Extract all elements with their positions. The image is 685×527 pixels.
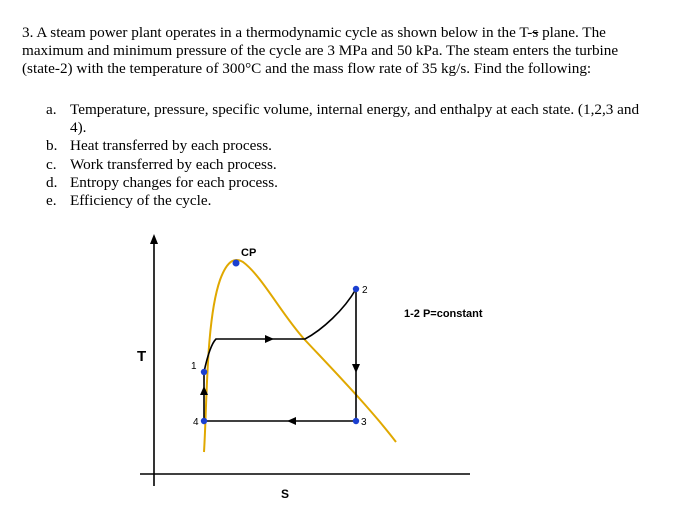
process-annotation: 1-2 P=constant [404, 308, 483, 320]
x-axis-label: S [281, 487, 290, 501]
condenser-arrow [287, 417, 296, 425]
state-point-4 [201, 418, 207, 424]
question-marker: a. [46, 101, 57, 118]
y-axis-label: T [137, 348, 147, 365]
question-text: Work transferred by each process. [70, 155, 277, 173]
question-marker: d. [46, 173, 58, 191]
problem-line-2: maximum and minimum pressure of the cycle are 3 MPa and 50 kPa. The steam enters the turbine [22, 42, 619, 59]
problem-number: 3. [22, 24, 34, 41]
state-point-1 [201, 369, 207, 375]
strikethrough-s: s [532, 24, 539, 41]
question-text: Entropy changes for each process. [70, 173, 278, 191]
boiler-arrow [265, 335, 274, 343]
question-marker: c. [46, 155, 57, 173]
problem-line-3: (state-2) with the temperature of 300°C and the mass flow rate of 35 kg/s. Find the following: [22, 60, 592, 77]
question-marker: e. [46, 192, 57, 210]
problem-line-1: 3. A steam power plant operates in a thermodynamic cycle as shown below in the T-s plane. The [22, 24, 606, 41]
state-label-3: 3 [361, 417, 367, 428]
state-point-3 [353, 418, 359, 424]
state-label-2: 2 [362, 285, 368, 296]
state-label-4: 4 [193, 417, 199, 428]
y-axis-arrow [150, 234, 158, 244]
boiler-line-1-2 [204, 289, 356, 372]
state-point-2 [353, 286, 359, 292]
question-marker: b. [46, 137, 58, 155]
critical-point [233, 260, 240, 267]
state-label-1: 1 [191, 361, 197, 372]
question-text: Efficiency of the cycle. [70, 192, 212, 210]
turbine-arrow [352, 364, 360, 373]
question-text: Temperature, pressure, specific volume, internal energy, and enthalpy at each state. (1,2,3 and 4). [70, 101, 640, 137]
question-text: Heat transferred by each process. [70, 137, 272, 155]
critical-point-label: CP [241, 247, 257, 259]
